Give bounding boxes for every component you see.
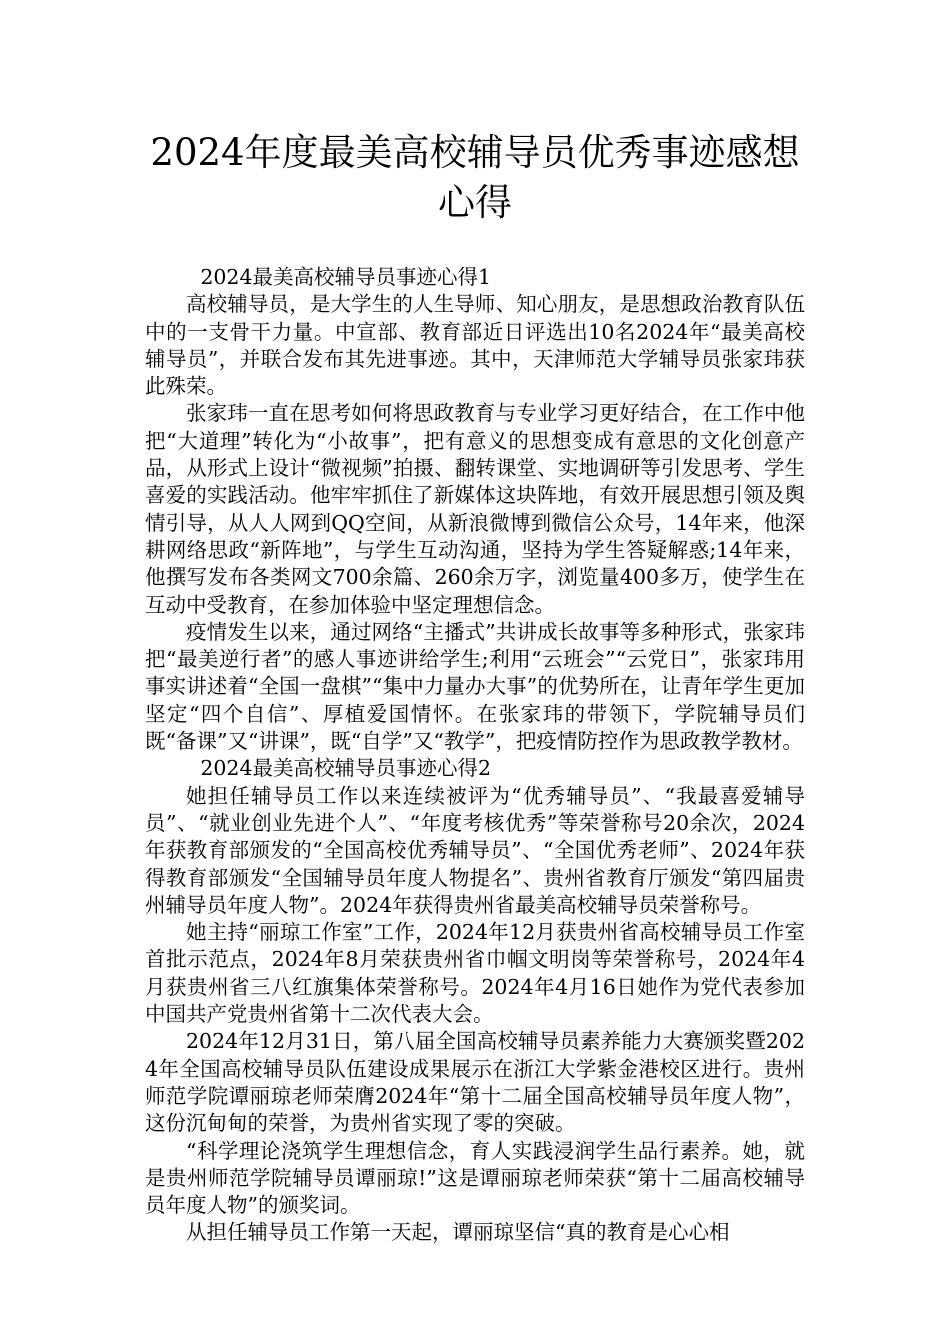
paragraph: 高校辅导员，是大学生的人生导师、知心朋友，是思想政治教育队伍中的一支骨干力量。中宣部、教育部近日评选出10名2024年“最美高校辅导员”，并联合发布其先进事迹。其中，天津师范大学辅导员张家玮获此殊荣。 bbox=[145, 292, 805, 399]
paragraph: 她担任辅导员工作以来连续被评为“优秀辅导员”、“我最喜爱辅导员”、“就业创业先进个人”、“年度考核优秀”等荣誉称号20余次，2024年获教育部颁发的“全国高校优秀辅导员”、“全国优秀老师”、2024年获得教育部颁发“全国辅导员年度人物提名”、贵州省教育厅颁发“第四届贵州辅导员年度人物”。2024年获得贵州省最美高校辅导员荣誉称号。 bbox=[145, 783, 805, 917]
document-page bbox=[145, 128, 805, 1247]
paragraph: 疫情发生以来，通过网络“主播式”共讲成长故事等多种形式，张家玮把“最美逆行者”的感人事迹讲给学生;利用“云班会”“云党日”，张家玮用事实讲述着“全国一盘棋”“集中力量办大事”的优势所在，让青年学生更加坚定“四个自信”、厚植爱国情怀。在张家玮的带领下，学院辅导员们既“备课”又“讲课”，既“自学”又“教学”，把疫情防控作为思政教学教材。 bbox=[145, 619, 805, 754]
paragraph: 张家玮一直在思考如何将思政教育与专业学习更好结合，在工作中他把“大道理”转化为“小故事”，把有意义的思想变成有意思的文化创意产品，从形式上设计“微视频”拍摄、翻转课堂、实地调研等引发思考、学生喜爱的实践活动。他牢牢抓住了新媒体这块阵地，有效开展思想引领及舆情引导，从人人网到QQ空间，从新浪微博到微信公众号，14年来，他深耕网络思政“新阵地”，与学生互动沟通，坚持为学生答疑解惑;14年来，他撰写发布各类网文700余篇、260余万字，浏览量400多万，使学生在互动中受教育，在参加体验中坚定理想信念。 bbox=[145, 401, 805, 617]
paragraph: 从担任辅导员工作第一天起，谭丽琼坚信“真的教育是心心相 bbox=[186, 1220, 730, 1245]
paragraph: “科学理论浇筑学生理想信念，育人实践浸润学生品行素养。她，就是贵州师范学院辅导员谭丽琼!”这是谭丽琼老师荣获“第十二届高校辅导员年度人物”的颁奖词。 bbox=[145, 1138, 805, 1218]
section-heading-1: 2024最美高校辅导员事迹心得1 bbox=[200, 265, 492, 289]
document-title: 2024年度最美高校辅导员优秀事迹感想心得 bbox=[150, 131, 800, 224]
document-body bbox=[145, 264, 805, 1247]
paragraph: 她主持“丽琼工作室”工作，2024年12月获贵州省高校辅导员工作室首批示范点，2024年8月荣获贵州省巾帼文明岗等荣誉称号，2024年4月获贵州省三八红旗集体荣誉称号。2024年4月16日她作为党代表参加中国共产党贵州省第十二次代表大会。 bbox=[145, 920, 805, 1027]
section-heading-2: 2024最美高校辅导员事迹心得2 bbox=[200, 756, 492, 781]
paragraph: 2024年12月31日，第八届全国高校辅导员素养能力大赛颁奖暨2024年全国高校辅导员队伍建设成果展示在浙江大学紫金港校区进行。贵州师范学院谭丽琼老师荣膺2024年“第十二届全国高校辅导员年度人物”，这份沉甸甸的荣誉，为贵州省实现了零的突破。 bbox=[145, 1029, 805, 1136]
